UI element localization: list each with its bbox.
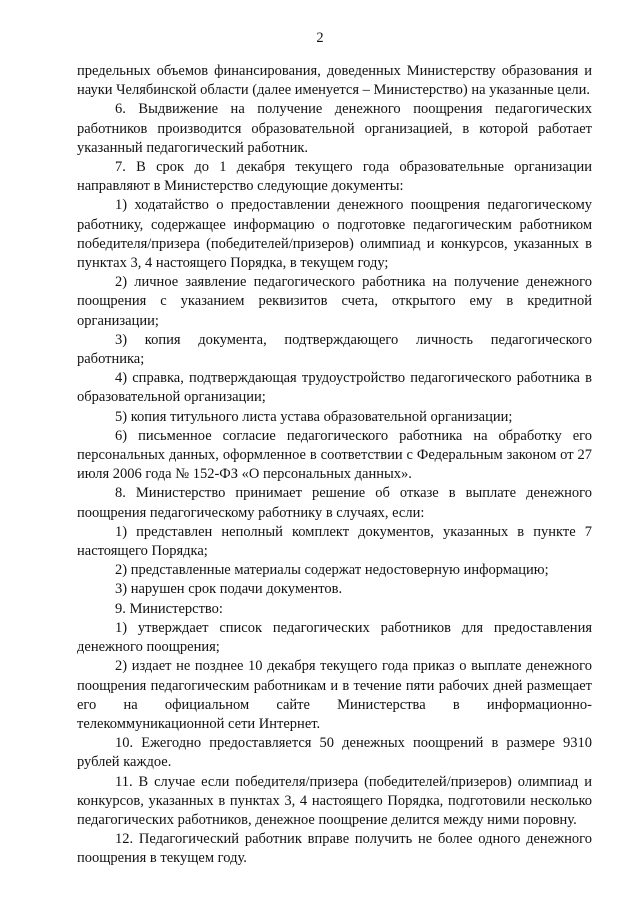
paragraph-8-item-1: 1) представлен неполный комплект документов, указанных в пункте 7 настоящего Порядка;: [77, 523, 592, 560]
paragraph-10: 10. Ежегодно предоставляется 50 денежных поощрений в размере 9310 рублей каждое.: [77, 735, 592, 771]
paragraph-8: 8. Министерство принимает решение об отказе в выплате денежного поощрения педагогическому работнику в случаях, если:: [77, 485, 592, 521]
paragraph-7-item-4: 4) справка, подтверждающая трудоустройство педагогического работника в образовательной организации;: [77, 370, 592, 406]
paragraph-7-item-2: 2) личное заявление педагогического работника на получение денежного поощрения с указанием реквизитов счета, открытого ему в кредитной организации;: [77, 274, 592, 329]
document-body: [77, 62, 592, 869]
paragraph-7-item-3: 3) копия документа, подтверждающего личность педагогического работника;: [77, 331, 592, 368]
paragraph-7: 7. В срок до 1 декабря текущего года образовательные организации направляют в Министерство следующие документы:: [77, 159, 592, 195]
paragraph-9-item-2: 2) издает не позднее 10 декабря текущего года приказ о выплате денежного поощрения педагогическим работникам и в течение пяти рабочих дней размещает его на официальном сайте Министерства в информационно-телекоммуникационной сети Интернет.: [77, 658, 592, 732]
paragraph-12: 12. Педагогический работник вправе получить не более одного денежного поощрения в текущем году.: [77, 831, 592, 867]
paragraph-7-item-6: 6) письменное согласие педагогического работника на обработку его персональных данных, оформленное в соответствии с Федеральным законом от 27 июля 2006 года № 152-ФЗ «О персональных данных».: [77, 427, 592, 483]
paragraph-6: 6. Выдвижение на получение денежного поощрения педагогических работников производится образовательной организацией, в которой работает указанный педагогический работник.: [77, 101, 592, 156]
page-number: 2: [316, 30, 324, 46]
paragraph-8-item-2: 2) представленные материалы содержат недостоверную информацию;: [115, 562, 549, 579]
paragraph-9: 9. Министерство:: [115, 600, 223, 617]
paragraph-8-item-3: 3) нарушен срок подачи документов.: [115, 581, 343, 598]
paragraph-9-item-1: 1) утверждает список педагогических работников для предоставления денежного поощрения;: [77, 619, 592, 656]
paragraph-continuation: предельных объемов финансирования, доведенных Министерству образования и науки Челябинской области (далее именуется – Министерство) на указанные цели.: [77, 63, 592, 99]
paragraph-7-item-5: 5) копия титульного листа устава образовательной организации;: [115, 408, 513, 425]
paragraph-7-item-1: 1) ходатайство о предоставлении денежного поощрения педагогическому работнику, содержащее информацию о подготовке педагогическим работником победителя/призера (победителей/призеров) олимпиад и конкурсов, указанных в пунктах 3, 4 настоящего Порядка, в текущем году;: [77, 197, 592, 272]
paragraph-11: 11. В случае если победителя/призера (победителей/призеров) олимпиад и конкурсов, указанных в пунктах 3, 4 настоящего Порядка, подготовили несколько педагогических работников, денежное поощрение делится между ними поровну.: [77, 773, 592, 828]
